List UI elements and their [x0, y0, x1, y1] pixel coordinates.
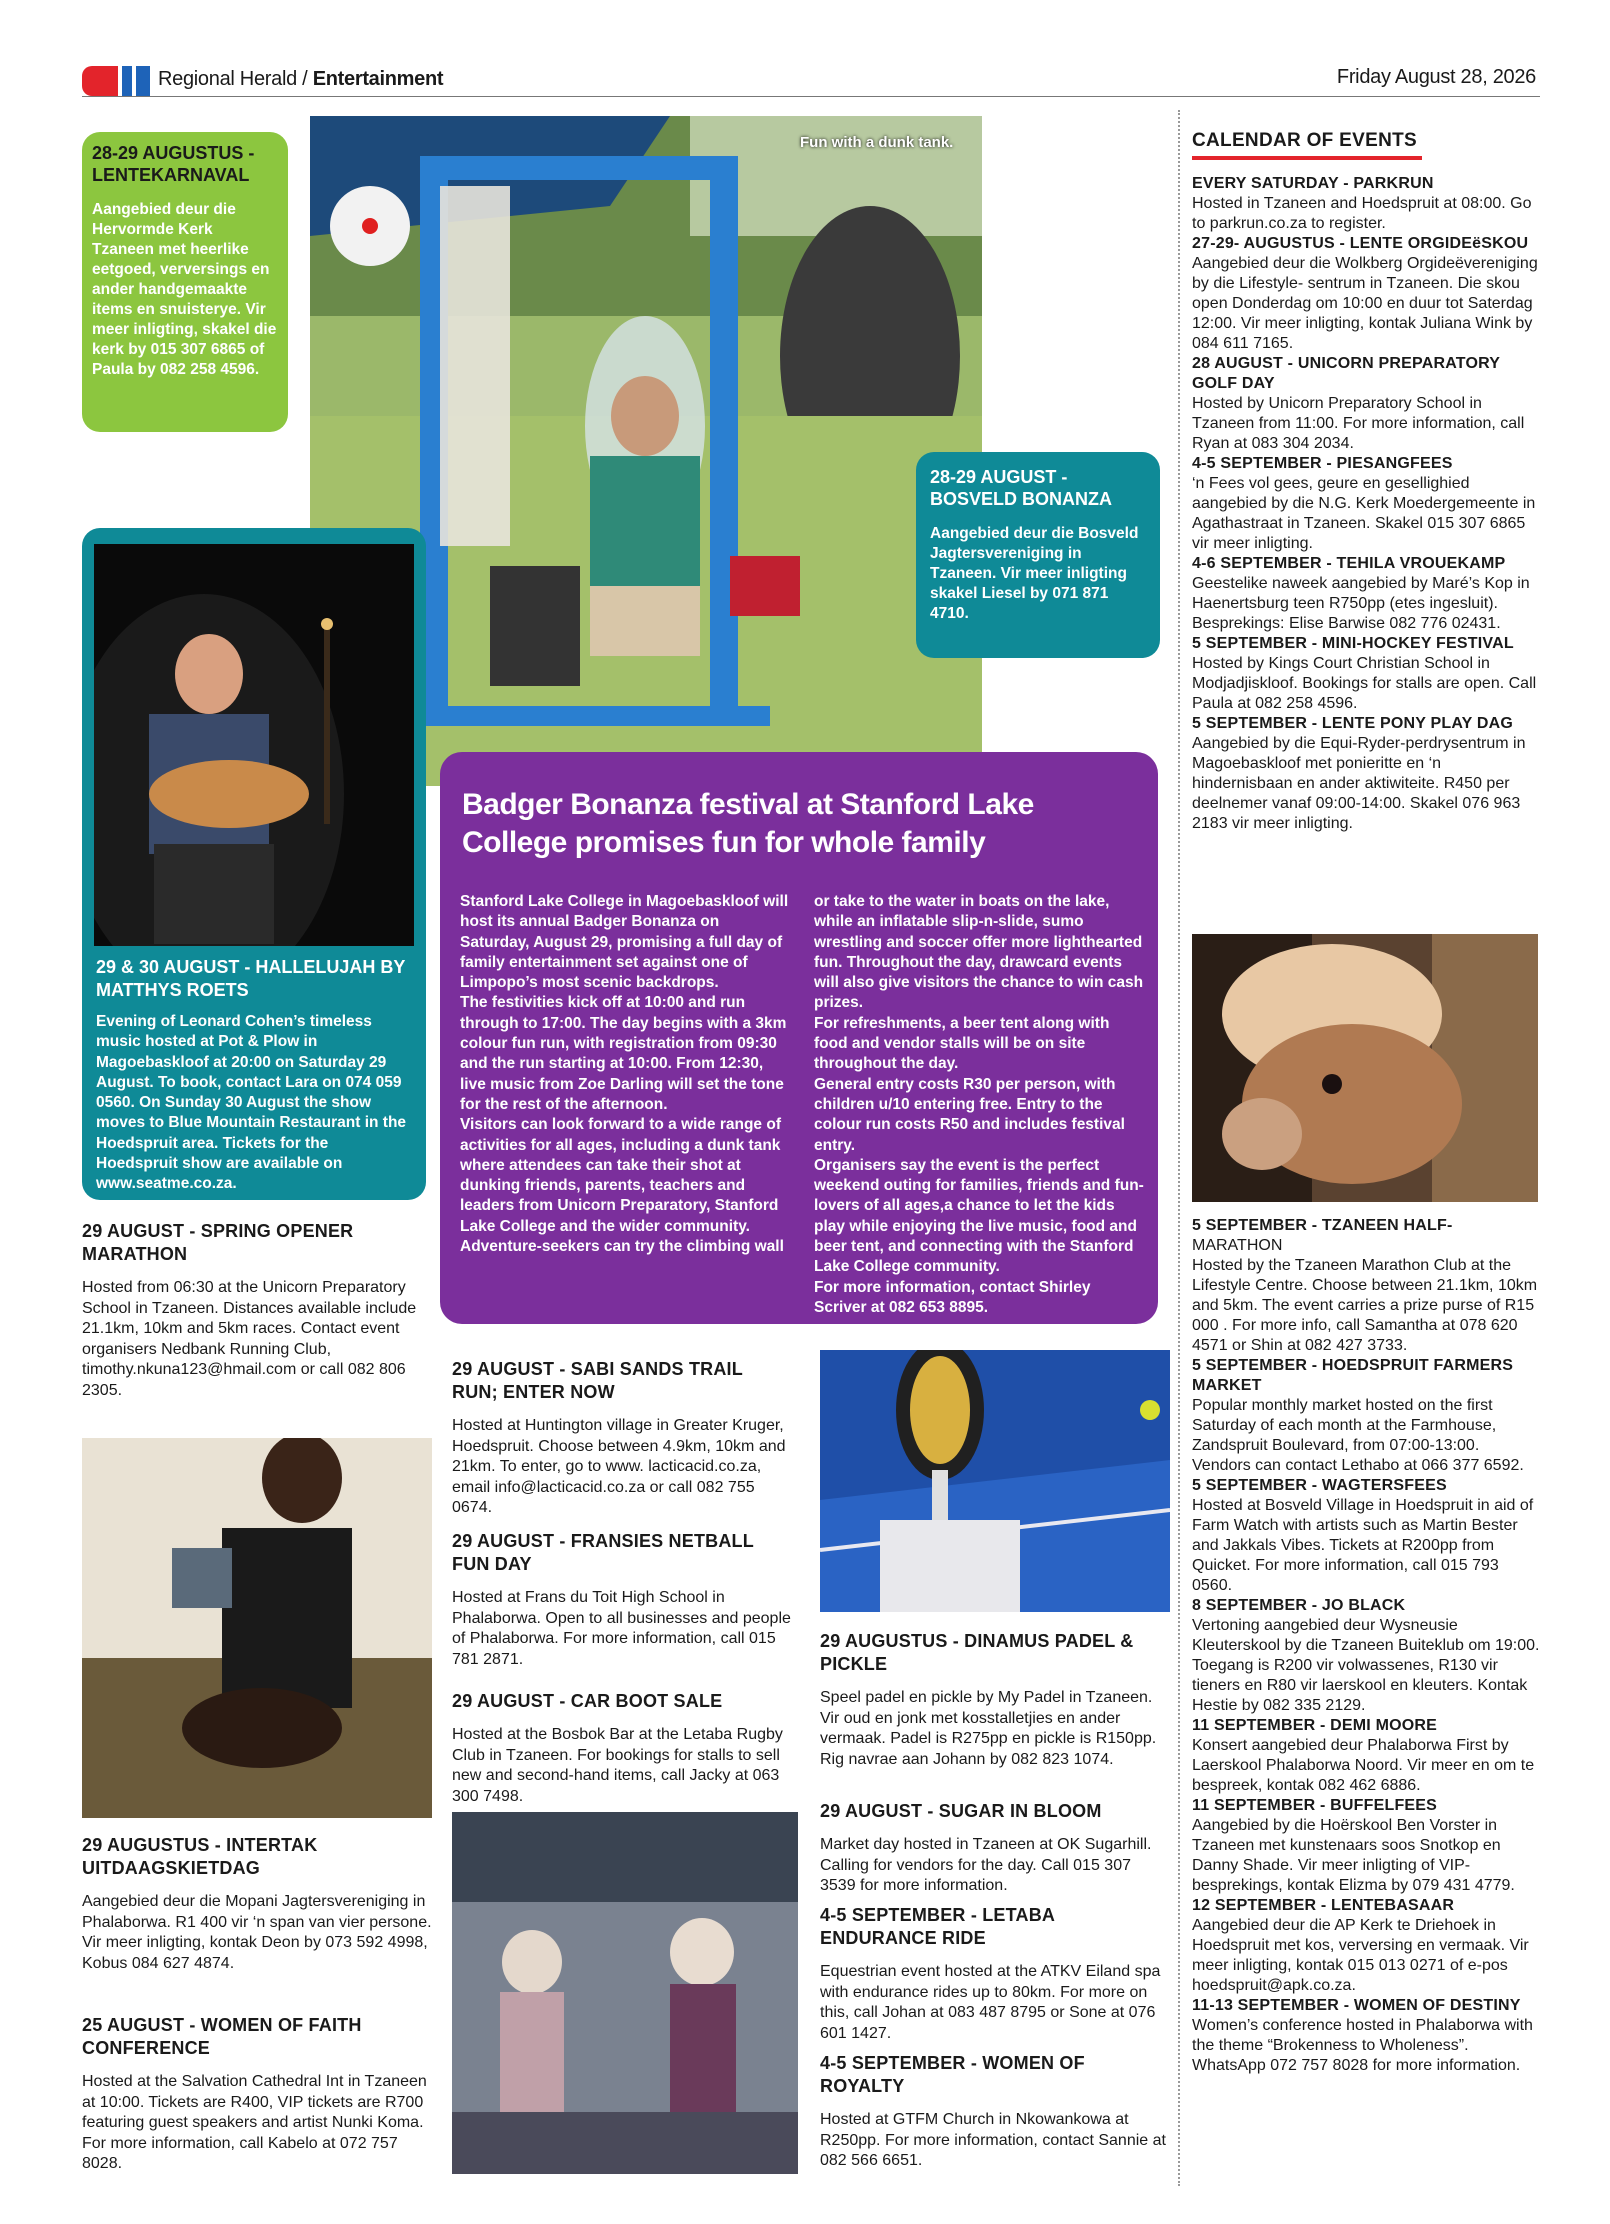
calendar-item-title: 5 SEPTEMBER - HOEDSPRUIT FARMERS MARKET [1192, 1357, 1514, 1394]
calendar-item-title: 4-5 SEPTEMBER - PIESANGFEES [1192, 455, 1453, 472]
calendar-item-title: 27-29- AUGUSTUS - LENTE ORGIDEëSKOU [1192, 235, 1529, 252]
calendar-item-body: Aangebied deur die AP Kerk te Driehoek in Hoedspruit met kos, verversing en vermaak. Vir meer inligting, kontak 015 013 0271 of e-pos hoedspruit@apk.co.za. [1192, 1917, 1529, 1994]
event-letaba-endurance [820, 1904, 1170, 2044]
bosveld-bonanza-box [916, 452, 1160, 658]
event-netball [452, 1530, 792, 1670]
calendar-item-body: Geestelike naweek aangebied by Maré’s Kop in Haenertsburg teen R750pp (etes ingesluit). Besprekings: Elise Barwise 082 776 02431. [1192, 575, 1530, 632]
event-title: 29 AUGUSTUS - DINAMUS PADEL & PICKLE [820, 1631, 1134, 1674]
feature-headline: Badger Bonanza festival at Stanford Lake College promises fun for whole family [462, 788, 1034, 859]
calendar-item-title: EVERY SATURDAY - PARKRUN [1192, 175, 1434, 192]
hallelujah-box [82, 528, 426, 1200]
box-body: Aangebied deur die Hervormde Kerk Tzaneen met heerlike eetgoed, verversings en ander handgemaakte items en snuisterye. Vir meer inligting, skakel die kerk by 015 307 6865 of Paula by 082 258 4596. [92, 201, 277, 378]
calendar-item-title: 5 SEPTEMBER - MINI-HOCKEY FESTIVAL [1192, 635, 1514, 652]
event-title: 29 AUGUST - SPRING OPENER MARATHON [82, 1221, 354, 1264]
lentekarnaval-box [82, 132, 288, 432]
event-car-boot-sale [452, 1690, 792, 1807]
event-women-of-faith [82, 2014, 432, 2175]
calendar-item [1192, 1796, 1540, 1896]
event-body: Hosted at Huntington village in Greater Kruger, Hoedspruit. Choose between 4.9km, 10km and 21km. To enter, go to www. lacticacid.co.za, email info@lacticacid.co.za or call 082 755 0674. [452, 1417, 786, 1516]
runner-photo [82, 1438, 432, 1818]
event-title: 29 AUGUST - SABI SANDS TRAIL RUN; ENTER NOW [452, 1359, 743, 1402]
calendar-item-title: 4-6 SEPTEMBER - TEHILA VROUEKAMP [1192, 555, 1506, 572]
event-body: Hosted at GTFM Church in Nkowankowa at R250pp. For more information, contact Sannie at 082 566 6651. [820, 2111, 1166, 2169]
event-sugar-in-bloom [820, 1800, 1170, 1897]
calendar-item-body: Aangebied deur die Wolkberg Orgideëvereniging by die Lifestyle- sentrum in Tzaneen. Die skou open Donderdag om 10:00 en duur tot Saterdag 12:00. Vir meer inligting, kontak Juliana Wink by 084 611 7165. [1192, 255, 1538, 352]
box-title: 28-29 AUGUSTUS - LENTEKARNAVAL [92, 143, 255, 185]
event-body: Hosted at Frans du Toit High School in Phalaborwa. Open to all businesses and people of Phalaborwa. For more information, call 015 781 2871. [452, 1589, 791, 1668]
event-intertak [82, 1834, 432, 1974]
event-spring-opener [82, 1220, 432, 1401]
calendar-item-body: Hosted by Unicorn Preparatory School in Tzaneen from 11:00. For more information, call Ryan at 083 304 2034. [1192, 395, 1525, 452]
publication-name: Regional Herald [158, 68, 297, 90]
feature-column-1: Stanford Lake College in Magoebaskloof will host its annual Badger Bonanza on Saturday, August 29, promising a full day of family entertainment set against one of Limpopo’s most scenic backdrops. The festivities kick off at 10:00 and run through to 17:00. The day begins with a 3km colour fun run, with registration from 09:30 and the run starting at 10:00. From 12:30, live music from Zoe Darling will set the tone for the rest of the afternoon. Visitors can look forward to a wide range of activities for all ages, including a dunk tank where attendees can take their shot at dunking friends, parents, teachers and leaders from Unicorn Preparatory, Stanford Lake College and the wider community. Adventure-seekers can try the climbing wall [460, 893, 789, 1256]
calendar-item-title: 5 SEPTEMBER - LENTE PONY PLAY DAG [1192, 715, 1514, 732]
logo-blue-bar [122, 66, 132, 96]
event-dinamus-padel [820, 1630, 1170, 1770]
event-title: 29 AUGUST - FRANSIES NETBALL FUN DAY [452, 1531, 754, 1574]
calendar-heading: CALENDAR OF EVENTS [1192, 130, 1417, 151]
event-sabi-sands [452, 1358, 792, 1519]
calendar-item-body: Aangebied by die Equi-Ryder-perdrysentrum in Magoebaskloof met ponieritte en ‘n hindernisbaan en ander aktiwiteite. R450 per deelnemer vanaf 09:00-14:00. Skakel 076 963 2183 vir meer inligting. [1192, 735, 1526, 832]
feature-article [440, 752, 1158, 1324]
calendar-item-title: 11-13 SEPTEMBER - WOMEN OF DESTINY [1192, 1997, 1521, 2014]
calendar-item [1192, 634, 1540, 714]
calendar-item [1192, 714, 1540, 834]
padel-photo [820, 1350, 1170, 1612]
calendar-item [1192, 1216, 1540, 1356]
market-photo [452, 1812, 798, 2174]
calendar-item-title: 11 SEPTEMBER - BUFFELFEES [1192, 1797, 1438, 1814]
calendar-item [1192, 234, 1540, 354]
calendar-item [1192, 1716, 1540, 1796]
event-body: Hosted from 06:30 at the Unicorn Preparatory School in Tzaneen. Distances available include 21.1km, 10km and 5km races. Contact event organisers Nedbank Running Club, timothy.nkuna123@hmail.com or call 082 806 2305. [82, 1279, 417, 1399]
calendar-item [1192, 354, 1540, 454]
event-title: 29 AUGUST - SUGAR IN BLOOM [820, 1801, 1102, 1821]
calendar-item-body: Popular monthly market hosted on the first Saturday of each month at the Farmhouse, Zandspruit Boulevard, from 07:00-13:00. Vendors can contact Lethabo at 066 377 6592. [1192, 1397, 1524, 1474]
calendar-item [1192, 174, 1540, 234]
event-body: Speel padel en pickle by My Padel in Tzaneen. Vir oud en jonk met kosstalletjies en ander vermaak. Padel is R275pp en pickle is R150pp. Rig navrae aan Johann by 082 823 1074. [820, 1689, 1157, 1768]
calendar-item [1192, 1356, 1540, 1476]
calendar-item [1192, 554, 1540, 634]
event-title: 4-5 SEPTEMBER - WOMEN OF ROYALTY [820, 2053, 1085, 2096]
calendar-item-body: Vertoning aangebied deur Wysneusie Kleuterskool by die Tzaneen Buiteklub om 19:00. Toegang is R200 vir volwassenes, R130 vir tieners en R80 vir laerskool en kleuters. Kontak Hestie by 082 335 2129. [1192, 1617, 1540, 1714]
event-body: Hosted at the Salvation Cathedral Int in Tzaneen at 10:00. Tickets are R400, VIP tickets are R700 featuring guest speakers and artist Nunki Koma. For more information, call Kabelo at 072 757 8028. [82, 2073, 427, 2172]
calendar-item-body: MARATHON Hosted by the Tzaneen Marathon Club at the Lifestyle Centre. Choose between 21.1km, 10km and 5km. The event carries a prize purse of R15 000 . For more info, call Samantha at 078 620 4571 or Shin at 082 427 3733. [1192, 1237, 1538, 1354]
event-body: Hosted at the Bosbok Bar at the Letaba Rugby Club in Tzaneen. For bookings for stalls to sell new and second-hand items, call Jacky at 063 300 7498. [452, 1726, 783, 1805]
logo-red-block [82, 66, 118, 96]
photo-caption: Fun with a dunk tank. [800, 134, 954, 151]
calendar-item-title: 12 SEPTEMBER - LENTEBASAAR [1192, 1897, 1455, 1914]
event-title: 29 AUGUST - CAR BOOT SALE [452, 1691, 723, 1711]
calendar-item-title: 11 SEPTEMBER - DEMI MOORE [1192, 1717, 1438, 1734]
event-title: 29 AUGUSTUS - INTERTAK UITDAAGSKIETDAG [82, 1835, 318, 1878]
calendar-item [1192, 1996, 1540, 2076]
calendar-item [1192, 1596, 1540, 1716]
box-title: 28-29 AUGUST - BOSVELD BONANZA [930, 467, 1113, 509]
calendar-list-bottom [1192, 1216, 1540, 2076]
calendar-list-top [1192, 174, 1540, 834]
calendar-item-body: Hosted by Kings Court Christian School in Modjadjiskloof. Bookings for stalls are open. Call Paula at 082 258 4596. [1192, 655, 1537, 712]
event-women-of-royalty [820, 2052, 1170, 2172]
calendar-item-title: 28 AUGUST - UNICORN PREPARATORY GOLF DAY [1192, 355, 1500, 392]
calendar-item-body: Aangebied by die Hoërskool Ben Vorster in Tzaneen met kunstenaars soos Snotkop en Danny Shade. Vir meer inligting of VIP-besprekings, kontak Elizma by 079 431 4779. [1192, 1817, 1515, 1894]
calendar-heading-underline [1192, 156, 1422, 160]
event-body: Equestrian event hosted at the ATKV Eiland spa with endurance rides up to 80km. For more on this, call Johan at 083 487 8795 or Sone at 076 601 1427. [820, 1963, 1161, 2042]
hallelujah-text [96, 956, 414, 1195]
column-divider [1178, 110, 1180, 2186]
box-body: Aangebied deur die Bosveld Jagtersvereniging in Tzaneen. Vir meer inligting skakel Liesel by 071 871 4710. [930, 525, 1139, 622]
pony-photo [1192, 934, 1538, 1202]
calendar-item-body: Hosted at Bosveld Village in Hoedspruit in aid of Farm Watch with artists such as Martin Bester and Jakkals Vibes. Tickets at R200pp from Quicket. For more information, call 015 793 0560. [1192, 1497, 1534, 1594]
separator: / [296, 68, 313, 90]
event-title: 4-5 SEPTEMBER - LETABA ENDURANCE RIDE [820, 1905, 1055, 1948]
calendar-item [1192, 1896, 1540, 1996]
section-name: Entertainment [312, 68, 444, 90]
section-label [158, 68, 443, 91]
logo-blue-bar [136, 66, 150, 96]
feature-column-2: or take to the water in boats on the lake, while an inflatable slip-n-slide, sumo wrestling and soccer offer more lighthearted fun. Throughout the day, drawcard events will also give visitors the chance to win cash prizes. For refreshments, a beer tent along with food and vendor stalls will be on site throughout the day. General entry costs R30 per person, with children u/10 entering free. Entry to the colour run costs R50 and includes festival entry. Organisers say the event is the perfect weekend outing for families, friends and fun-lovers of all ages,a chance to let the kids play while enjoying the live music, food and beer tent, and connecting with the Stanford Lake College community. For more information, contact Shirley Scriver at 082 653 8895. [814, 893, 1144, 1316]
calendar-item-body: Konsert aangebied deur Phalaborwa First by Laerskool Phalaborwa Noord. Vir meer en om te bespreek, kontak 082 462 6886. [1192, 1737, 1535, 1794]
event-title: 25 AUGUST - WOMEN OF FAITH CONFERENCE [82, 2015, 362, 2058]
header-rule [82, 96, 1540, 97]
event-body: Aangebied deur die Mopani Jagtersvereniging in Phalaborwa. R1 400 vir ‘n span van vier persone. Vir meer inligting, kontak Deon by 073 592 4998, Kobus 084 627 4874. [82, 1893, 432, 1972]
issue-date: Friday August 28, 2026 [1336, 66, 1536, 88]
calendar-item [1192, 1476, 1540, 1596]
concert-photo [94, 544, 414, 946]
box-body: Evening of Leonard Cohen’s timeless music hosted at Pot & Plow in Magoebaskloof at 20:00 on Saturday 29 August. To book, contact Lara on 074 059 0560. On Sunday 30 August the show moves to Blue Mountain Restaurant in the Hoedspruit area. Tickets for the Hoedspruit show are available on www.seatme.co.za. [96, 1013, 407, 1193]
calendar-item-title: 5 SEPTEMBER - TZANEEN HALF- [1192, 1217, 1453, 1234]
calendar-item-body: ‘n Fees vol gees, geure en gesellighied aangebied by die N.G. Kerk Moedergemeente in Agathastraat in Tzaneen. Skakel 015 307 6865 vir meer inligting. [1192, 475, 1536, 552]
box-title: 29 & 30 AUGUST - HALLELUJAH BY MATTHYS ROETS [96, 957, 406, 1000]
calendar-item-title: 5 SEPTEMBER - WAGTERSFEES [1192, 1477, 1447, 1494]
calendar-item-body: Women’s conference hosted in Phalaborwa with the theme “Brokenness to Wholeness”. WhatsApp 072 757 8028 for more information. [1192, 2017, 1533, 2074]
calendar-item-body: Hosted in Tzaneen and Hoedspruit at 08:00. Go to parkrun.co.za to register. [1192, 195, 1532, 232]
calendar-item-title: 8 SEPTEMBER - JO BLACK [1192, 1597, 1406, 1614]
event-body: Market day hosted in Tzaneen at OK Sugarhill. Calling for vendors for the day. Call 015 307 3539 for more information. [820, 1836, 1152, 1894]
calendar-item [1192, 454, 1540, 554]
